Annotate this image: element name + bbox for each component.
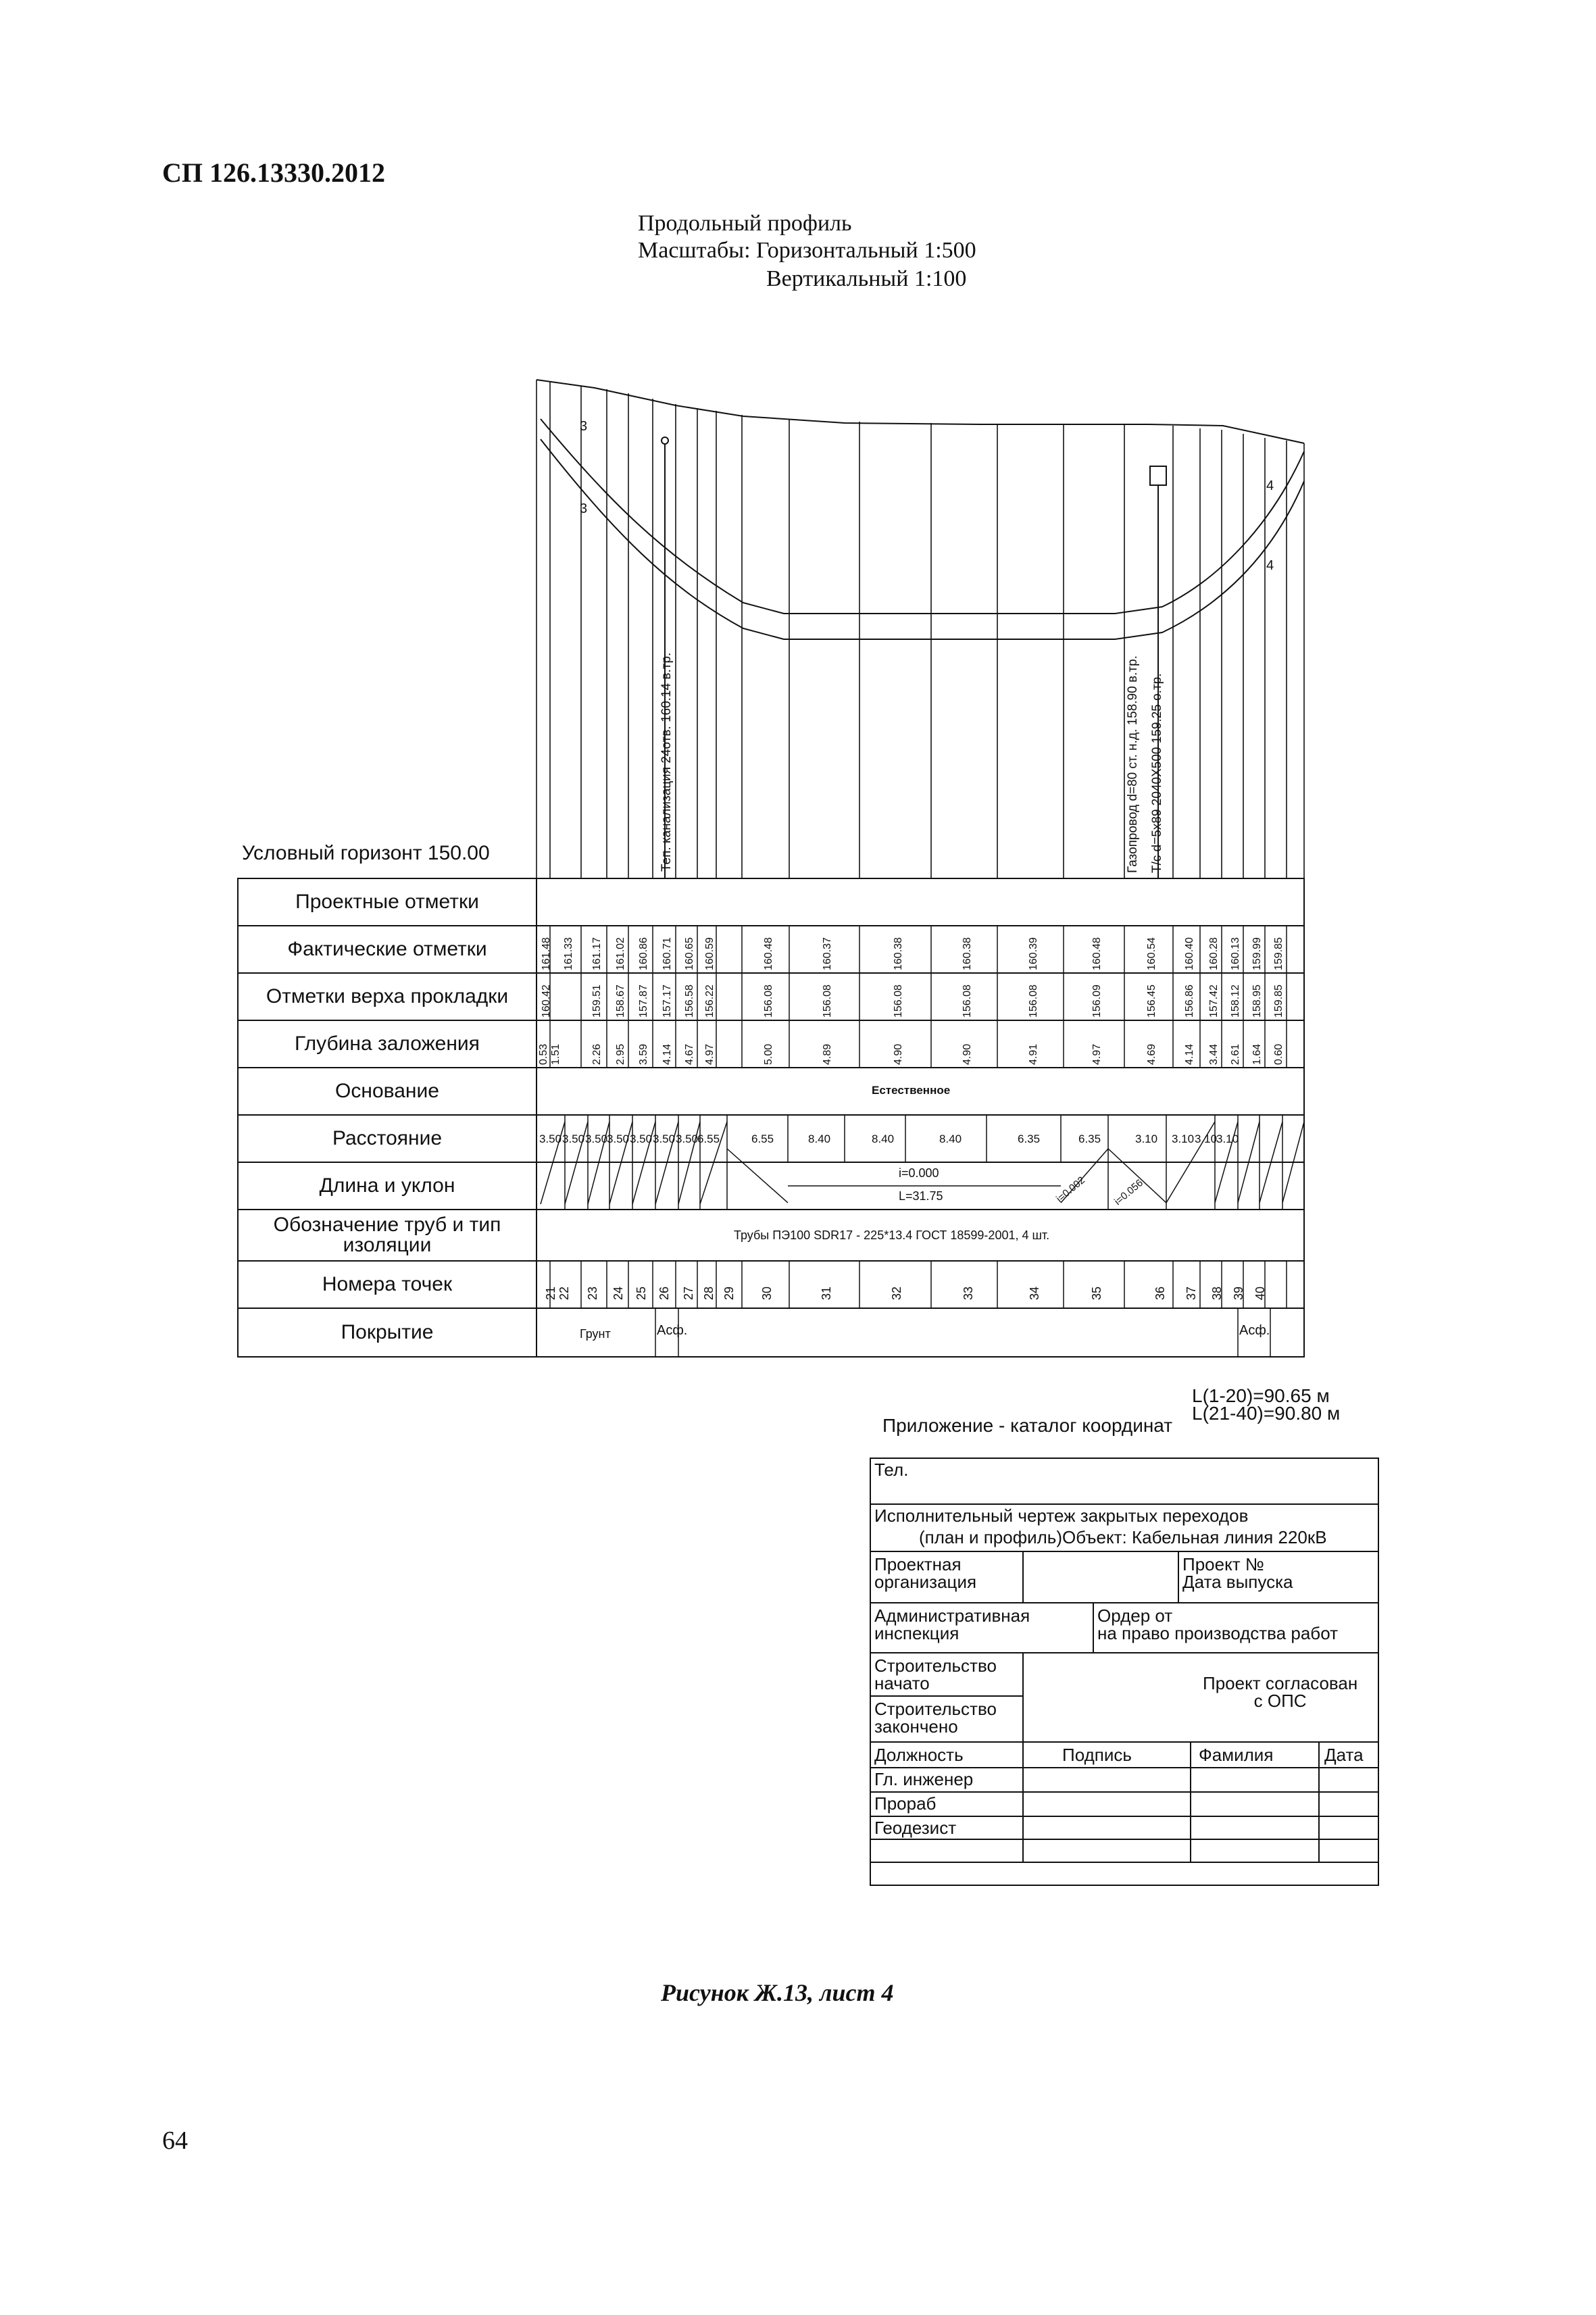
distance-value: 6.35 bbox=[1078, 1132, 1101, 1145]
stamp-order: Ордер от на право производства работ bbox=[1097, 1605, 1338, 1643]
stamp-title-line1: Исполнительный чертеж закрытых переходов bbox=[874, 1505, 1249, 1526]
length-mid: L=31.75 bbox=[899, 1189, 943, 1203]
top-mark: 156.08 bbox=[822, 985, 833, 1018]
distance-value: 8.40 bbox=[872, 1132, 895, 1145]
distance-value: 6.55 bbox=[751, 1132, 774, 1145]
point-number: 35 bbox=[1090, 1286, 1103, 1300]
stamp-project-no: Проект № Дата выпуска bbox=[1182, 1554, 1293, 1592]
cover-asphalt-2: Асф. bbox=[1239, 1323, 1270, 1338]
depth-value: 0.60 bbox=[1273, 1043, 1285, 1065]
point-number: 21 bbox=[544, 1286, 557, 1300]
row-label-cover: Покрытие bbox=[341, 1321, 434, 1343]
distance-value: 6.35 bbox=[1018, 1132, 1041, 1145]
row-label-actual-marks: Фактические отметки bbox=[287, 938, 487, 960]
point-number: 36 bbox=[1153, 1286, 1167, 1300]
stamp-col-surname: Фамилия bbox=[1199, 1745, 1274, 1765]
actual-mark: 160.48 bbox=[763, 937, 774, 970]
cover-ground: Грунт bbox=[580, 1327, 611, 1341]
top-mark: 158.67 bbox=[615, 985, 626, 1018]
top-mark: 156.86 bbox=[1184, 985, 1195, 1018]
depth-value: 4.89 bbox=[822, 1043, 833, 1065]
cover-asphalt-1: Асф. bbox=[657, 1323, 688, 1338]
actual-mark: 160.86 bbox=[638, 937, 649, 970]
point-number: 39 bbox=[1232, 1286, 1245, 1300]
actual-mark: 160.40 bbox=[1184, 937, 1195, 970]
point-number: 30 bbox=[760, 1286, 774, 1300]
distance-value: 3.10 bbox=[1195, 1132, 1218, 1145]
actual-mark: 161.02 bbox=[615, 937, 626, 970]
top-mark: 156.45 bbox=[1146, 985, 1157, 1018]
slope-right-label: i=0.056 bbox=[1112, 1177, 1145, 1208]
point-number: 27 bbox=[682, 1286, 695, 1300]
document-code: СП 126.13330.2012 bbox=[162, 157, 385, 188]
depth-value: 4.97 bbox=[1091, 1043, 1103, 1065]
length-total-1: L(1-20)=90.65 м bbox=[1192, 1385, 1330, 1406]
depth-value: 4.90 bbox=[962, 1043, 973, 1065]
depth-value: 2.26 bbox=[591, 1043, 603, 1065]
distance-value: 8.40 bbox=[808, 1132, 831, 1145]
point-number: 23 bbox=[586, 1286, 599, 1300]
heat-pipe-crossing-label: Т/с d=5х89 2040Х500 159.25 о.тр. bbox=[1150, 673, 1164, 873]
point-number: 22 bbox=[557, 1286, 571, 1300]
depth-value: 4.69 bbox=[1146, 1043, 1157, 1065]
row-label-pipes: Обозначение труб и тип изоляции bbox=[273, 1214, 501, 1256]
top-mark: 156.08 bbox=[763, 985, 774, 1018]
actual-mark: 160.28 bbox=[1208, 937, 1220, 970]
actual-mark: 160.65 bbox=[684, 937, 695, 970]
actual-mark: 159.85 bbox=[1273, 937, 1285, 970]
depth-value: 4.97 bbox=[704, 1043, 716, 1065]
length-total-2: L(21-40)=90.80 м bbox=[1192, 1403, 1341, 1424]
depth-value: 3.44 bbox=[1208, 1043, 1220, 1065]
stamp-role-surveyor: Геодезист bbox=[874, 1818, 957, 1838]
stamp-role-chief-engineer: Гл. инженер bbox=[874, 1769, 974, 1789]
actual-mark: 161.48 bbox=[541, 937, 552, 970]
distance-value: 3.10 bbox=[1172, 1132, 1195, 1145]
stamp-admin: Административная инспекция bbox=[874, 1605, 1030, 1643]
row-label-top-marks: Отметки верха прокладки bbox=[266, 985, 509, 1007]
point-number: 38 bbox=[1210, 1286, 1224, 1300]
point-number: 34 bbox=[1028, 1286, 1041, 1300]
actual-mark: 160.38 bbox=[893, 937, 904, 970]
pipes-description: Трубы ПЭ100 SDR17 - 225*13.4 ГОСТ 18599-2001, 4 шт. bbox=[734, 1228, 1050, 1242]
gas-pipe-crossing-label: Газопровод d=80 ст. н.д. 158.90 в.тр. bbox=[1126, 655, 1140, 873]
depth-value: 4.14 bbox=[1184, 1043, 1195, 1065]
profile-title: Продольный профиль bbox=[638, 211, 852, 236]
top-mark: 159.85 bbox=[1273, 985, 1285, 1018]
distance-value: 3.10 bbox=[1135, 1132, 1158, 1145]
line-marker-3a: 3 bbox=[580, 419, 588, 434]
top-mark: 159.51 bbox=[591, 985, 603, 1018]
distance-value: 3.50 bbox=[630, 1132, 653, 1145]
depth-value: 4.90 bbox=[893, 1043, 904, 1065]
stamp-finished: Строительство закончено bbox=[874, 1699, 997, 1737]
point-number: 29 bbox=[722, 1286, 736, 1300]
depth-value: 0.53 bbox=[538, 1043, 549, 1065]
top-mark: 160.42 bbox=[541, 985, 552, 1018]
row-label-depth: Глубина заложения bbox=[295, 1032, 480, 1055]
top-mark: 156.09 bbox=[1091, 985, 1103, 1018]
stamp-started: Строительство начато bbox=[874, 1656, 997, 1693]
depth-value: 5.00 bbox=[763, 1043, 774, 1065]
base-value: Естественное bbox=[872, 1084, 951, 1097]
distance-value: 6.55 bbox=[697, 1132, 720, 1145]
actual-mark: 160.54 bbox=[1146, 937, 1157, 970]
point-number: 33 bbox=[962, 1286, 975, 1300]
actual-mark: 161.33 bbox=[563, 937, 574, 970]
distance-value: 3.50 bbox=[607, 1132, 630, 1145]
point-number: 40 bbox=[1253, 1286, 1267, 1300]
top-mark: 156.08 bbox=[962, 985, 973, 1018]
distance-value: 3.50 bbox=[653, 1132, 676, 1145]
top-mark: 157.87 bbox=[638, 985, 649, 1018]
depth-value: 4.14 bbox=[662, 1043, 673, 1065]
stamp-design-org: Проектная организация bbox=[874, 1554, 977, 1592]
actual-mark: 160.13 bbox=[1230, 937, 1241, 970]
top-mark: 157.42 bbox=[1208, 985, 1220, 1018]
stamp-col-date: Дата bbox=[1324, 1745, 1364, 1765]
actual-mark: 160.38 bbox=[962, 937, 973, 970]
actual-mark: 160.59 bbox=[704, 937, 716, 970]
point-number: 32 bbox=[890, 1286, 903, 1300]
depth-value: 2.61 bbox=[1230, 1043, 1241, 1065]
actual-mark: 161.17 bbox=[591, 937, 603, 970]
depth-value: 2.95 bbox=[615, 1043, 626, 1065]
sewer-crossing-label: Теп. канализация 24отв. 160.14 в.тр. bbox=[659, 652, 674, 872]
line-marker-3b: 3 bbox=[580, 501, 588, 516]
distance-value: 3.50 bbox=[585, 1132, 608, 1145]
page-number: 64 bbox=[162, 2126, 188, 2155]
distance-value: 8.40 bbox=[939, 1132, 962, 1145]
depth-value: 4.91 bbox=[1028, 1043, 1039, 1065]
actual-mark: 160.48 bbox=[1091, 937, 1103, 970]
row-label-base: Основание bbox=[335, 1080, 439, 1102]
stamp-tel: Тел. bbox=[874, 1460, 909, 1480]
conditional-horizon: Условный горизонт 150.00 bbox=[242, 842, 490, 864]
top-mark: 156.58 bbox=[684, 985, 695, 1018]
depth-value: 1.51 bbox=[550, 1043, 562, 1065]
stamp-col-signature: Подпись bbox=[1062, 1745, 1132, 1765]
actual-mark: 160.37 bbox=[822, 937, 833, 970]
stamp-title-line2: (план и профиль)Объект: Кабельная линия 220кВ bbox=[919, 1527, 1327, 1547]
top-mark: 158.12 bbox=[1230, 985, 1241, 1018]
distance-value: 3.50 bbox=[676, 1132, 699, 1145]
line-marker-4b: 4 bbox=[1266, 558, 1274, 573]
top-mark: 156.08 bbox=[1028, 985, 1039, 1018]
top-mark: 156.08 bbox=[893, 985, 904, 1018]
depth-value: 3.59 bbox=[638, 1043, 649, 1065]
profile-scale-vertical: Вертикальный 1:100 bbox=[766, 266, 967, 291]
point-number: 28 bbox=[702, 1286, 716, 1300]
stamp-col-position: Должность bbox=[874, 1745, 964, 1765]
row-label-points: Номера точек bbox=[322, 1273, 453, 1295]
line-marker-4a: 4 bbox=[1266, 478, 1274, 493]
row-label-distance: Расстояние bbox=[332, 1127, 443, 1149]
point-number: 26 bbox=[657, 1286, 671, 1300]
slope-mid: i=0.000 bbox=[899, 1166, 939, 1180]
point-number: 31 bbox=[820, 1286, 833, 1300]
distance-value: 3.50 bbox=[539, 1132, 562, 1145]
point-number: 37 bbox=[1184, 1286, 1198, 1300]
appendix-label: Приложение - каталог координат bbox=[882, 1415, 1173, 1436]
actual-mark: 159.99 bbox=[1251, 937, 1263, 970]
point-number: 25 bbox=[634, 1286, 648, 1300]
top-mark: 157.17 bbox=[662, 985, 673, 1018]
point-number: 24 bbox=[612, 1286, 625, 1300]
top-mark: 158.95 bbox=[1251, 985, 1263, 1018]
distance-value: 3.50 bbox=[562, 1132, 585, 1145]
stamp-approved: Проект согласован с ОПС bbox=[1203, 1673, 1358, 1711]
actual-mark: 160.71 bbox=[662, 937, 673, 970]
figure-caption: Рисунок Ж.13, лист 4 bbox=[661, 1979, 894, 2006]
profile-scale-horizontal: Масштабы: Горизонтальный 1:500 bbox=[638, 238, 976, 263]
slope-left-label: i=0.002 bbox=[1054, 1174, 1087, 1205]
row-label-length-slope: Длина и уклон bbox=[319, 1174, 455, 1197]
depth-value: 1.64 bbox=[1251, 1043, 1263, 1065]
top-mark: 156.22 bbox=[704, 985, 716, 1018]
distance-value: 3.10 bbox=[1216, 1132, 1239, 1145]
actual-mark: 160.39 bbox=[1028, 937, 1039, 970]
row-label-design-marks: Проектные отметки bbox=[295, 891, 479, 913]
stamp-role-foreman: Прораб bbox=[874, 1793, 937, 1814]
depth-value: 4.67 bbox=[684, 1043, 695, 1065]
